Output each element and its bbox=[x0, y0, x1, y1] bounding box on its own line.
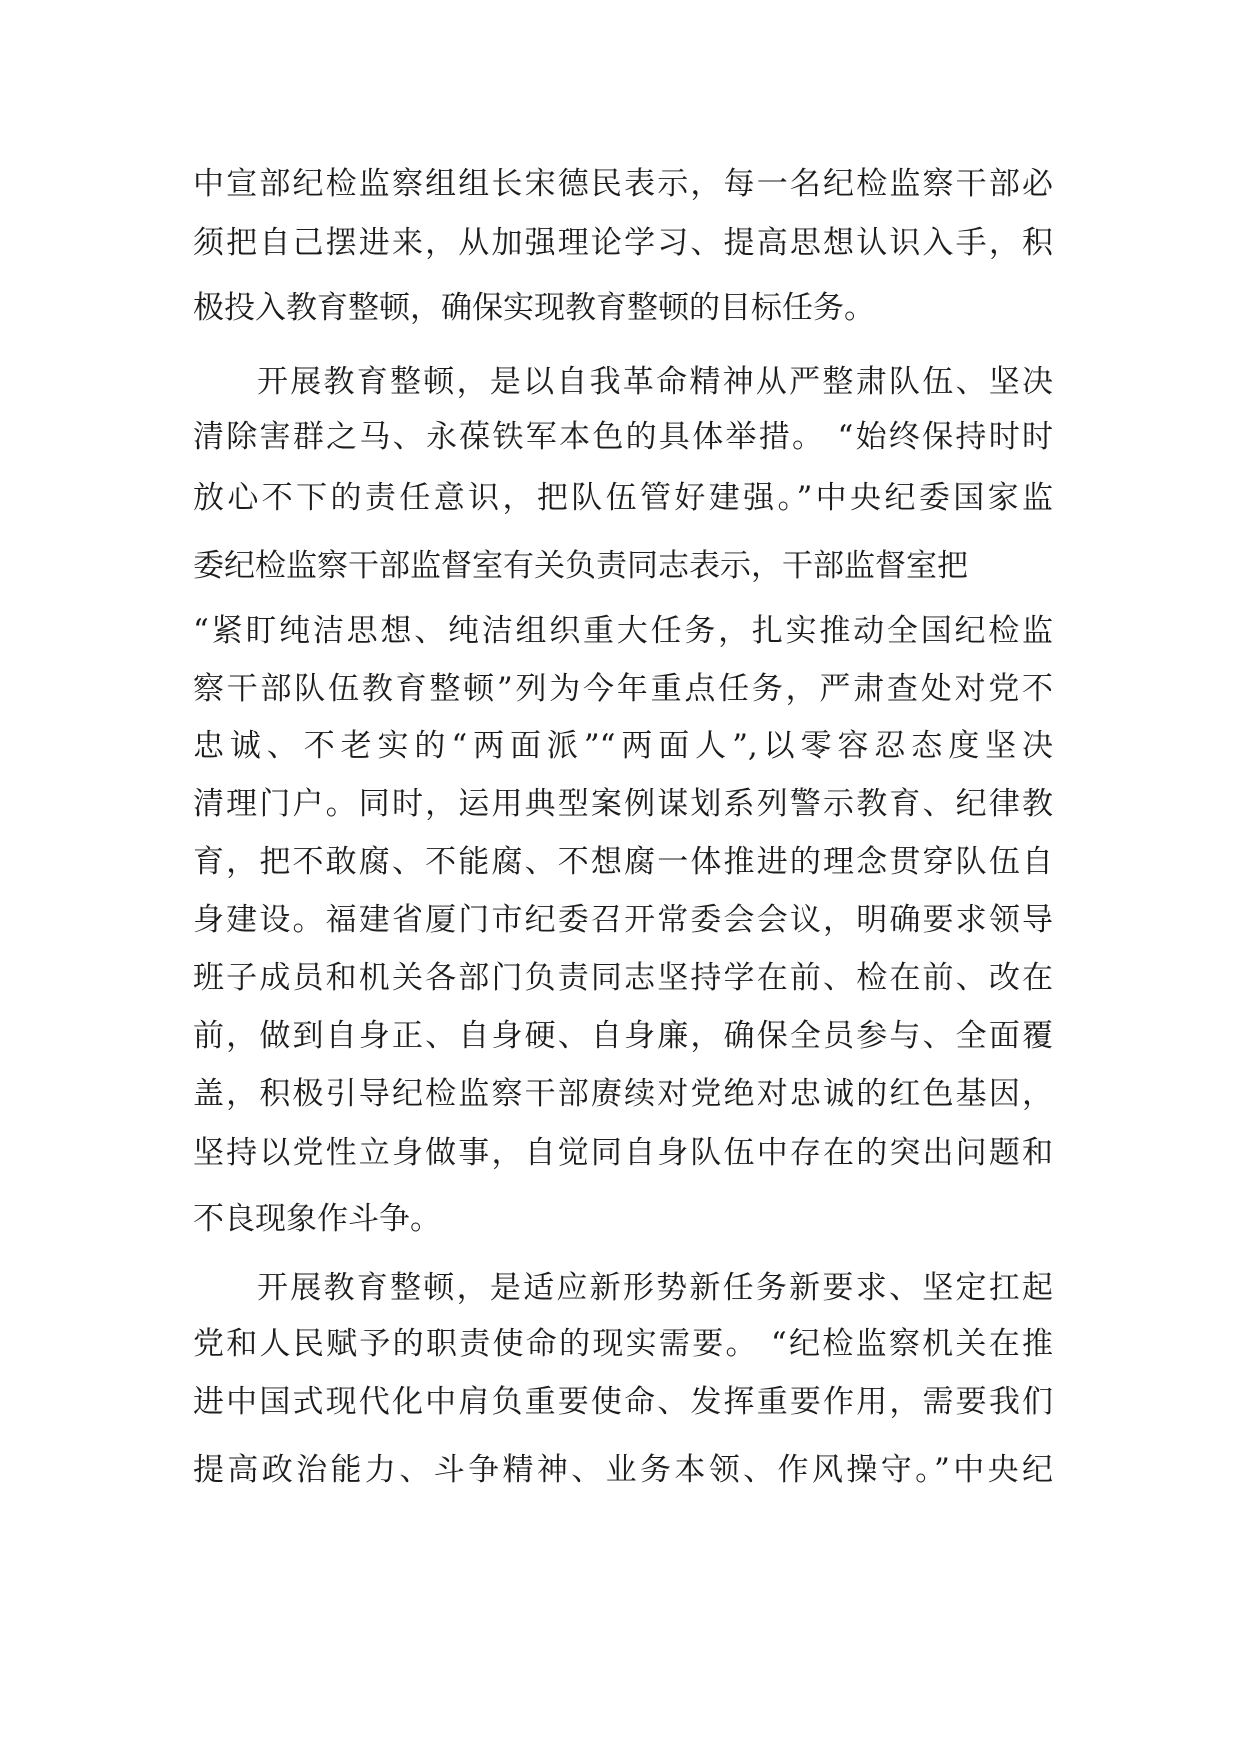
text-line: 放心不下的责任意识，把队伍管好建强。”中央纪委国家监 bbox=[193, 480, 1053, 516]
text-line: 班子成员和机关各部门负责同志坚持学在前、检在前、改在 bbox=[193, 960, 1053, 996]
text-line: 盖，积极引导纪检监察干部赓续对党绝对忠诚的红色基因， bbox=[193, 1076, 1053, 1112]
text-line: 前，做到自身正、自身硬、自身廉，确保全员参与、全面覆 bbox=[193, 1018, 1053, 1054]
text-line: 不良现象作斗争。 bbox=[193, 1201, 441, 1237]
text-line: 进中国式现代化中肩负重要使命、发挥重要作用，需要我们 bbox=[193, 1384, 1053, 1420]
text-line: 须把自己摆进来，从加强理论学习、提高思想认识入手，积 bbox=[193, 225, 1053, 261]
text-line: 提高政治能力、斗争精神、业务本领、作风操守。”中央纪 bbox=[193, 1452, 1053, 1488]
paragraph-first-line: 开展教育整顿，是以自我革命精神从严整肃队伍、坚决 bbox=[257, 364, 1053, 400]
text-line: 极投入教育整顿，确保实现教育整顿的目标任务。 bbox=[193, 290, 875, 326]
text-line: 中宣部纪检监察组组长宋德民表示，每一名纪检监察干部必 bbox=[193, 166, 1053, 202]
text-line: 党和人民赋予的职责使命的现实需要。 “纪检监察机关在推 bbox=[193, 1326, 1053, 1362]
text-line: 清理门户。同时，运用典型案例谋划系列警示教育、纪律教 bbox=[193, 786, 1053, 822]
text-line: 察干部队伍教育整顿”列为今年重点任务，严肃查处对党不 bbox=[193, 671, 1053, 707]
text-line: “紧盯纯洁思想、纯洁组织重大任务，扎实推动全国纪检监 bbox=[193, 613, 1053, 649]
paragraph-first-line: 开展教育整顿，是适应新形势新任务新要求、坚定扛起 bbox=[257, 1270, 1053, 1306]
text-line: 坚持以党性立身做事，自觉同自身队伍中存在的突出问题和 bbox=[193, 1135, 1053, 1171]
text-line: 委纪检监察干部监督室有关负责同志表示，干部监督室把 bbox=[193, 548, 968, 584]
text-line: 清除害群之马、永葆铁军本色的具体举措。 “始终保持时时 bbox=[193, 419, 1053, 455]
text-line: 育，把不敢腐、不能腐、不想腐一体推进的理念贯穿队伍自 bbox=[193, 844, 1053, 880]
text-line: 忠诚、不老实的“两面派”“两面人”,以零容忍态度坚决 bbox=[193, 728, 1053, 764]
text-line: 身建设。福建省厦门市纪委召开常委会会议，明确要求领导 bbox=[193, 902, 1053, 938]
